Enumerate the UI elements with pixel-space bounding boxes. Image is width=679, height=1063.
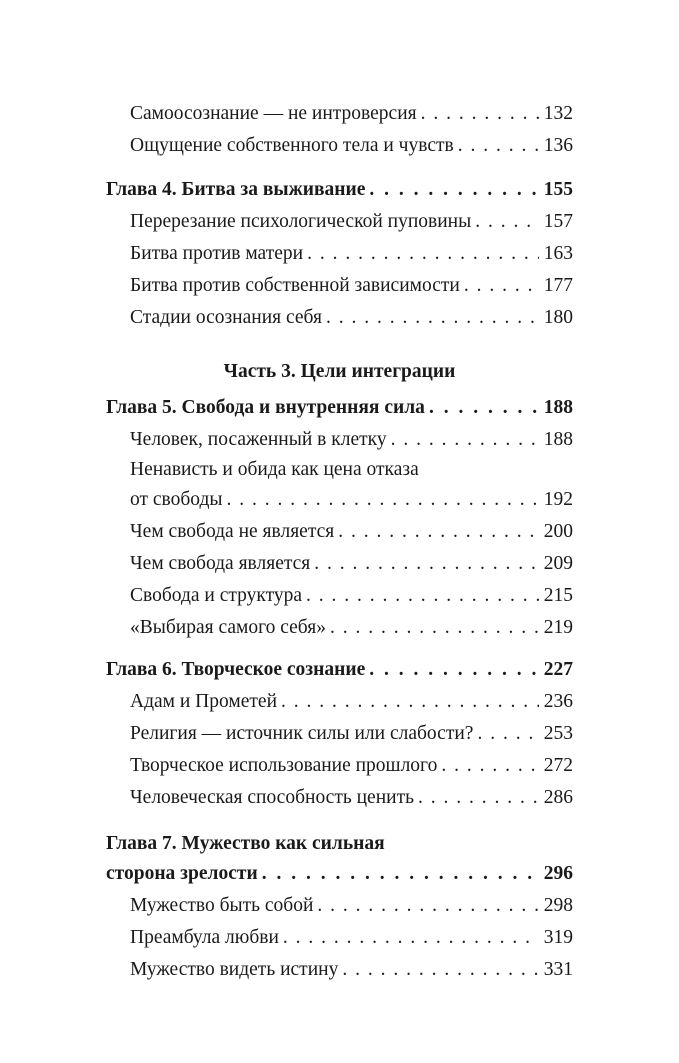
dot-leader [342, 954, 538, 986]
toc-entry-title: Свобода и структура [130, 585, 302, 606]
table-of-contents [106, 98, 573, 986]
dot-leader [283, 922, 539, 954]
toc-entry-page: 319 [543, 927, 573, 948]
toc-entry [106, 686, 573, 718]
toc-entry-title: «Выбирая самого себя» [130, 617, 326, 638]
toc-entry-title: Самоосознание — не интроверсия [130, 103, 417, 124]
toc-entry [106, 484, 573, 516]
chapter-title: Глава 6. Творческое сознание [106, 659, 366, 680]
dot-leader [458, 130, 539, 162]
toc-entry-page: 236 [543, 691, 573, 712]
toc-entry-page: 136 [543, 135, 573, 156]
dot-leader [314, 548, 539, 580]
toc-entry [106, 302, 573, 334]
dot-leader [326, 302, 539, 334]
toc-entry-page: 163 [543, 243, 573, 264]
chapter-heading-line1 [106, 830, 573, 858]
chapter-heading [106, 174, 573, 206]
toc-entry-title: Творческое использование прошлого [130, 755, 438, 776]
toc-entry [106, 206, 573, 238]
toc-entry-title: Чем свобода не является [130, 521, 335, 542]
dot-leader [338, 516, 539, 548]
toc-entry-title: Человеческая способность ценить [130, 787, 414, 808]
chapter-heading [106, 392, 573, 424]
dot-leader [227, 484, 539, 516]
toc-entry-title-line1: Ненависть и обида как цена отказа [130, 459, 419, 480]
toc-entry [106, 548, 573, 580]
chapter-title: сторона зрелости [106, 863, 258, 884]
toc-entry-title: Преамбула любви [130, 927, 279, 948]
toc-entry [106, 718, 573, 750]
dot-leader [429, 392, 539, 424]
toc-entry-title: Адам и Прометей [130, 691, 278, 712]
toc-entry [106, 270, 573, 302]
toc-entry [106, 890, 573, 922]
chapter-heading [106, 858, 573, 890]
toc-entry-page: 298 [543, 895, 573, 916]
toc-entry-title: Битва против матери [130, 243, 304, 264]
toc-entry-title: Битва против собственной зависимости [130, 275, 460, 296]
toc-entry-line1 [106, 456, 573, 484]
toc-entry-page: 132 [543, 103, 573, 124]
toc-entry-title: Религия — источник силы или слабости? [130, 723, 474, 744]
toc-entry [106, 238, 573, 270]
toc-entry-page: 192 [543, 489, 573, 510]
toc-entry-page: 188 [543, 429, 573, 450]
toc-entry-title: Стадии осознания себя [130, 307, 322, 328]
chapter-page: 155 [543, 179, 573, 200]
dot-leader [464, 270, 539, 302]
toc-entry-title: Ощущение собственного тела и чувств [130, 135, 454, 156]
toc-entry [106, 750, 573, 782]
chapter-page: 296 [543, 863, 573, 884]
toc-entry-title: Человек, посаженный в клетку [130, 429, 387, 450]
dot-leader [421, 98, 539, 130]
toc-entry-page: 215 [543, 585, 573, 606]
dot-leader [317, 890, 538, 922]
dot-leader [306, 580, 539, 612]
chapter-heading [106, 654, 573, 686]
dot-leader [369, 654, 538, 686]
toc-entry [106, 130, 573, 162]
dot-leader [475, 206, 539, 238]
part-heading: Часть 3. Цели интеграции [223, 361, 456, 382]
toc-entry [106, 98, 573, 130]
dot-leader [281, 686, 539, 718]
toc-entry-title: Перерезание психологической пуповины [130, 211, 472, 232]
toc-entry-page: 157 [543, 211, 573, 232]
toc-entry-page: 286 [543, 787, 573, 808]
dot-leader [391, 424, 539, 456]
chapter-page: 227 [543, 659, 573, 680]
toc-entry [106, 580, 573, 612]
toc-entry-page: 219 [543, 617, 573, 638]
dot-leader [477, 718, 538, 750]
dot-leader [418, 782, 539, 814]
chapter-page: 188 [543, 397, 573, 418]
toc-entry [106, 782, 573, 814]
toc-entry-page: 331 [543, 959, 573, 980]
toc-entry [106, 954, 573, 986]
dot-leader [441, 750, 538, 782]
toc-entry-title: Чем свобода является [130, 553, 311, 574]
toc-entry-page: 253 [543, 723, 573, 744]
chapter-title: Глава 4. Битва за выживание [106, 179, 366, 200]
toc-entry-title: Мужество быть собой [130, 895, 314, 916]
toc-entry-title: от свободы [130, 489, 223, 510]
dot-leader [262, 858, 539, 890]
chapter-title-line1: Глава 7. Мужество как сильная [106, 833, 385, 854]
toc-entry-page: 177 [543, 275, 573, 296]
dot-leader [330, 612, 539, 644]
toc-entry-page: 200 [543, 521, 573, 542]
toc-entry-page: 209 [543, 553, 573, 574]
toc-entry [106, 516, 573, 548]
toc-entry [106, 612, 573, 644]
toc-entry [106, 424, 573, 456]
dot-leader [307, 238, 539, 270]
toc-entry-page: 180 [543, 307, 573, 328]
toc-entry [106, 922, 573, 954]
dot-leader [369, 174, 538, 206]
toc-entry-page: 272 [543, 755, 573, 776]
chapter-title: Глава 5. Свобода и внутренняя сила [106, 397, 425, 418]
toc-entry-title: Мужество видеть истину [130, 959, 339, 980]
